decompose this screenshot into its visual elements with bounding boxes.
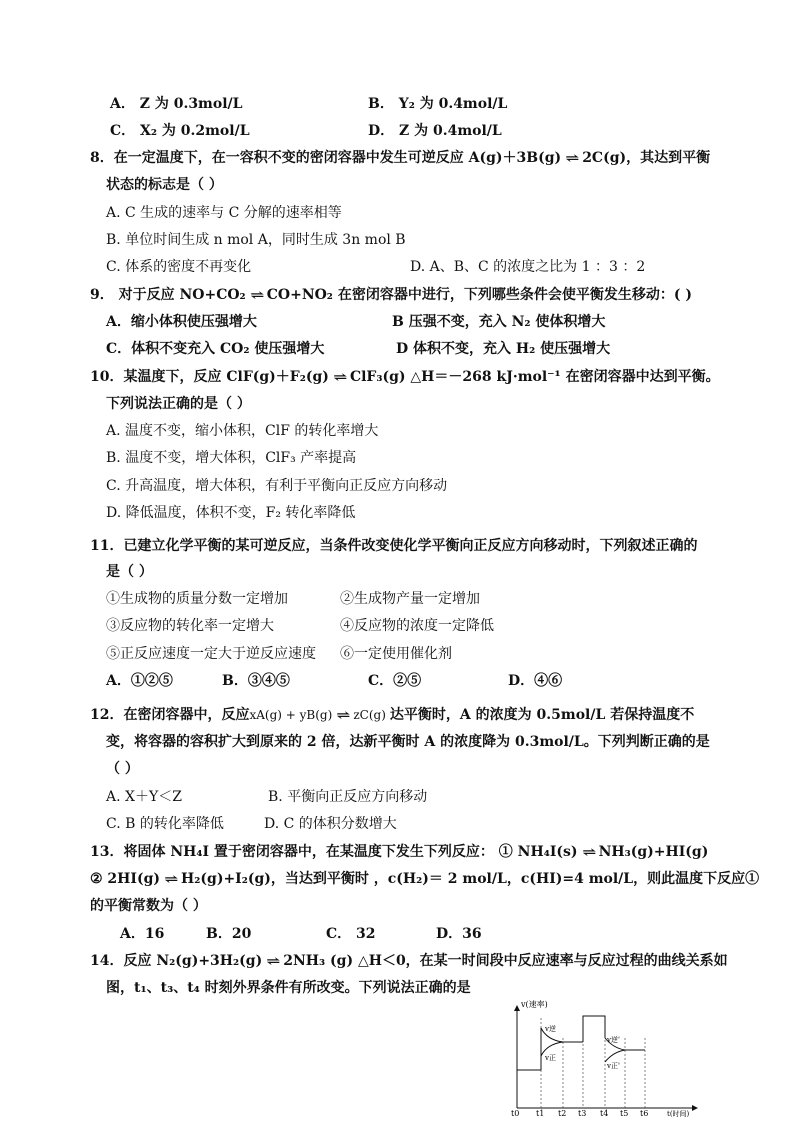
q11-statement-1: ①生成物的质量分数一定增加: [106, 591, 288, 607]
equilibrium-arrow-icon: ⇌: [333, 370, 346, 384]
q8-stem-line2: 状态的标志是（ ）: [106, 177, 223, 193]
q10-option-b: B. 温度不变，增大体积，ClF₃ 产率提高: [106, 450, 357, 466]
q7-option-b: B． Y₂ 为 0.4mol/L: [368, 96, 508, 112]
q11-stem-line2: 是（ ）: [106, 564, 153, 580]
q11-statement-5: ⑤正反应速度一定大于逆反应速度: [106, 646, 316, 662]
y-axis-label: v(速率): [521, 1000, 548, 1009]
tick-t2: t2: [558, 1109, 567, 1118]
tick-t5: t5: [620, 1109, 629, 1118]
q9-option-b: B 压强不变，充入 N₂ 使体积增大: [392, 314, 606, 330]
v-ni-curve-1: [541, 1028, 583, 1070]
rate-catalyst-segment: [583, 1016, 605, 1042]
time-ticks: [511, 1109, 648, 1118]
q11-statement-6: ⑥一定使用催化剂: [340, 646, 452, 662]
time-guides: [541, 1016, 645, 1108]
q10-option-c: C. 升高温度，增大体积，有利于平衡向正反应方向移动: [106, 478, 448, 494]
q11-option-c: C．②⑤: [368, 673, 422, 689]
tick-t0: t0: [511, 1109, 520, 1118]
q13-option-c: C． 32: [326, 926, 376, 942]
q12-equation-left: xA(g) + yB(g): [249, 708, 333, 722]
tick-t6: t6: [640, 1109, 649, 1118]
x-axis-label: t(时间): [667, 1110, 690, 1118]
q11-option-d: D．④⑥: [508, 673, 563, 689]
q13-option-a: A．16: [120, 926, 165, 942]
q9-stem: 9． 对于反应 NO+CO₂ ⇌ CO+NO₂ 在密闭容器中进行，下列哪些条件会使平衡发生移动：( ): [90, 287, 692, 303]
q12-option-d: D. C 的体积分数增大: [264, 816, 397, 832]
q9-option-a: A．缩小体积使压强增大: [106, 314, 257, 330]
q8-option-b: B. 单位时间生成 n mol A，同时生成 3n mol B: [106, 232, 406, 248]
q12-option-a: A. X＋Y＜Z: [106, 789, 182, 805]
q13-stem-line1: 13．将固体 NH₄I 置于密闭容器中，在某温度下发生下列反应： ① NH₄I(s) ⇌ NH₃(g)+HI(g): [90, 844, 709, 860]
label-v-zheng-2: v正': [607, 1062, 620, 1070]
label-v-zheng-1: v正: [545, 1054, 556, 1062]
q12-option-c: C. B 的转化率降低: [106, 816, 224, 832]
q13-option-b: B．20: [206, 926, 252, 942]
equilibrium-arrow-icon: ⇌: [266, 954, 280, 968]
equilibrium-arrow-icon: ⇌: [565, 151, 578, 165]
q7-option-d: D． Z 为 0.4mol/L: [368, 123, 502, 139]
q14-stem-line2: 图，t₁、t₃、t₄ 时刻外界条件有所改变。下列说法正确的是: [106, 980, 471, 996]
q8-stem-line1: 8．在一定温度下，在一容积不变的密闭容器中发生可逆反应 A(g)＋3B(g) ⇌ 2C(g)，其达到平衡: [90, 150, 711, 166]
equilibrium-arrow-icon: ⇌: [164, 872, 177, 886]
q13-stem-line2: ② 2HI(g) ⇌ H₂(g)+I₂(g)，当达到平衡时 ，c(H₂)＝ 2 mol/L，c(HI)=4 mol/L，则此温度下反应①: [90, 871, 760, 887]
q13-stem-line3: 的平衡常数为（ ）: [90, 898, 207, 914]
q12-stem-line2: 变，将容器的容积扩大到原来的 2 倍，达新平衡时 A 的浓度降为 0.3mol/L。下列判断正确的是: [106, 734, 710, 750]
q12-equation-right: zC(g): [353, 708, 386, 722]
rate-time-graph: [505, 998, 705, 1118]
q8-option-c: C. 体系的密度不再变化: [106, 259, 252, 275]
q7-option-c: C． X₂ 为 0.2mol/L: [110, 123, 250, 139]
q12-stem-line1: 12．在密闭容器中，反应xA(g) + yB(g) ⇌ zC(g) 达平衡时，A 的浓度为 0.5mol/L 若保持温度不: [90, 707, 695, 723]
equilibrium-arrow-icon: ⇌: [336, 708, 350, 722]
v-zheng-curve-2: [605, 1050, 625, 1062]
q9-option-c: C．体积不变充入 CO₂ 使压强增大: [106, 341, 325, 357]
q10-option-d: D. 降低温度，体积不变，F₂ 转化率降低: [106, 505, 356, 521]
tick-t3: t3: [578, 1109, 587, 1118]
label-v-ni-2: v逆': [607, 1036, 620, 1044]
tick-t4: t4: [600, 1109, 609, 1118]
label-v-ni-1: v逆: [545, 1025, 556, 1033]
q8-option-d: D. A、B、C 的浓度之比为 1 ：3 ：2: [410, 259, 646, 275]
equilibrium-arrow-icon: ⇌: [581, 845, 595, 859]
q12-option-b: B. 平衡向正反应方向移动: [268, 789, 428, 805]
q13-option-d: D．36: [436, 926, 482, 942]
q14-stem-line1: 14．反应 N₂(g)+3H₂(g) ⇌ 2NH₃ (g) △H＜0，在某一时间段中反应速率与反应过程的曲线关系如: [90, 953, 728, 969]
q11-option-a: A．①②⑤: [106, 673, 173, 689]
q9-option-d: D 体积不变，充入 H₂ 使压强增大: [396, 341, 611, 357]
q10-option-a: A. 温度不变，缩小体积，ClF 的转化率增大: [106, 423, 379, 439]
q11-statement-3: ③反应物的转化率一定增大: [106, 618, 274, 634]
q7-option-a: A． Z 为 0.3mol/L: [110, 96, 243, 112]
tick-t1: t1: [536, 1109, 545, 1118]
q8-option-a: A. C 生成的速率与 C 分解的速率相等: [106, 205, 342, 221]
q11-stem-line1: 11．已建立化学平衡的某可逆反应，当条件改变使化学平衡向正反应方向移动时，下列叙述正确的: [90, 538, 698, 554]
q11-statement-2: ②生成物产量一定增加: [340, 591, 480, 607]
q10-stem-line1: 10．某温度下，反应 ClF(g)＋F₂(g) ⇌ ClF₃(g) △H＝－268 kJ·mol⁻¹ 在密闭容器中达到平衡。: [90, 369, 720, 385]
q11-statement-4: ④反应物的浓度一定降低: [340, 618, 494, 634]
equilibrium-arrow-icon: ⇌: [249, 288, 263, 302]
q12-stem-line3: （ ）: [106, 761, 139, 777]
q10-stem-line2: 下列说法正确的是（ ）: [106, 396, 251, 412]
q11-option-b: B．③④⑤: [222, 673, 290, 689]
